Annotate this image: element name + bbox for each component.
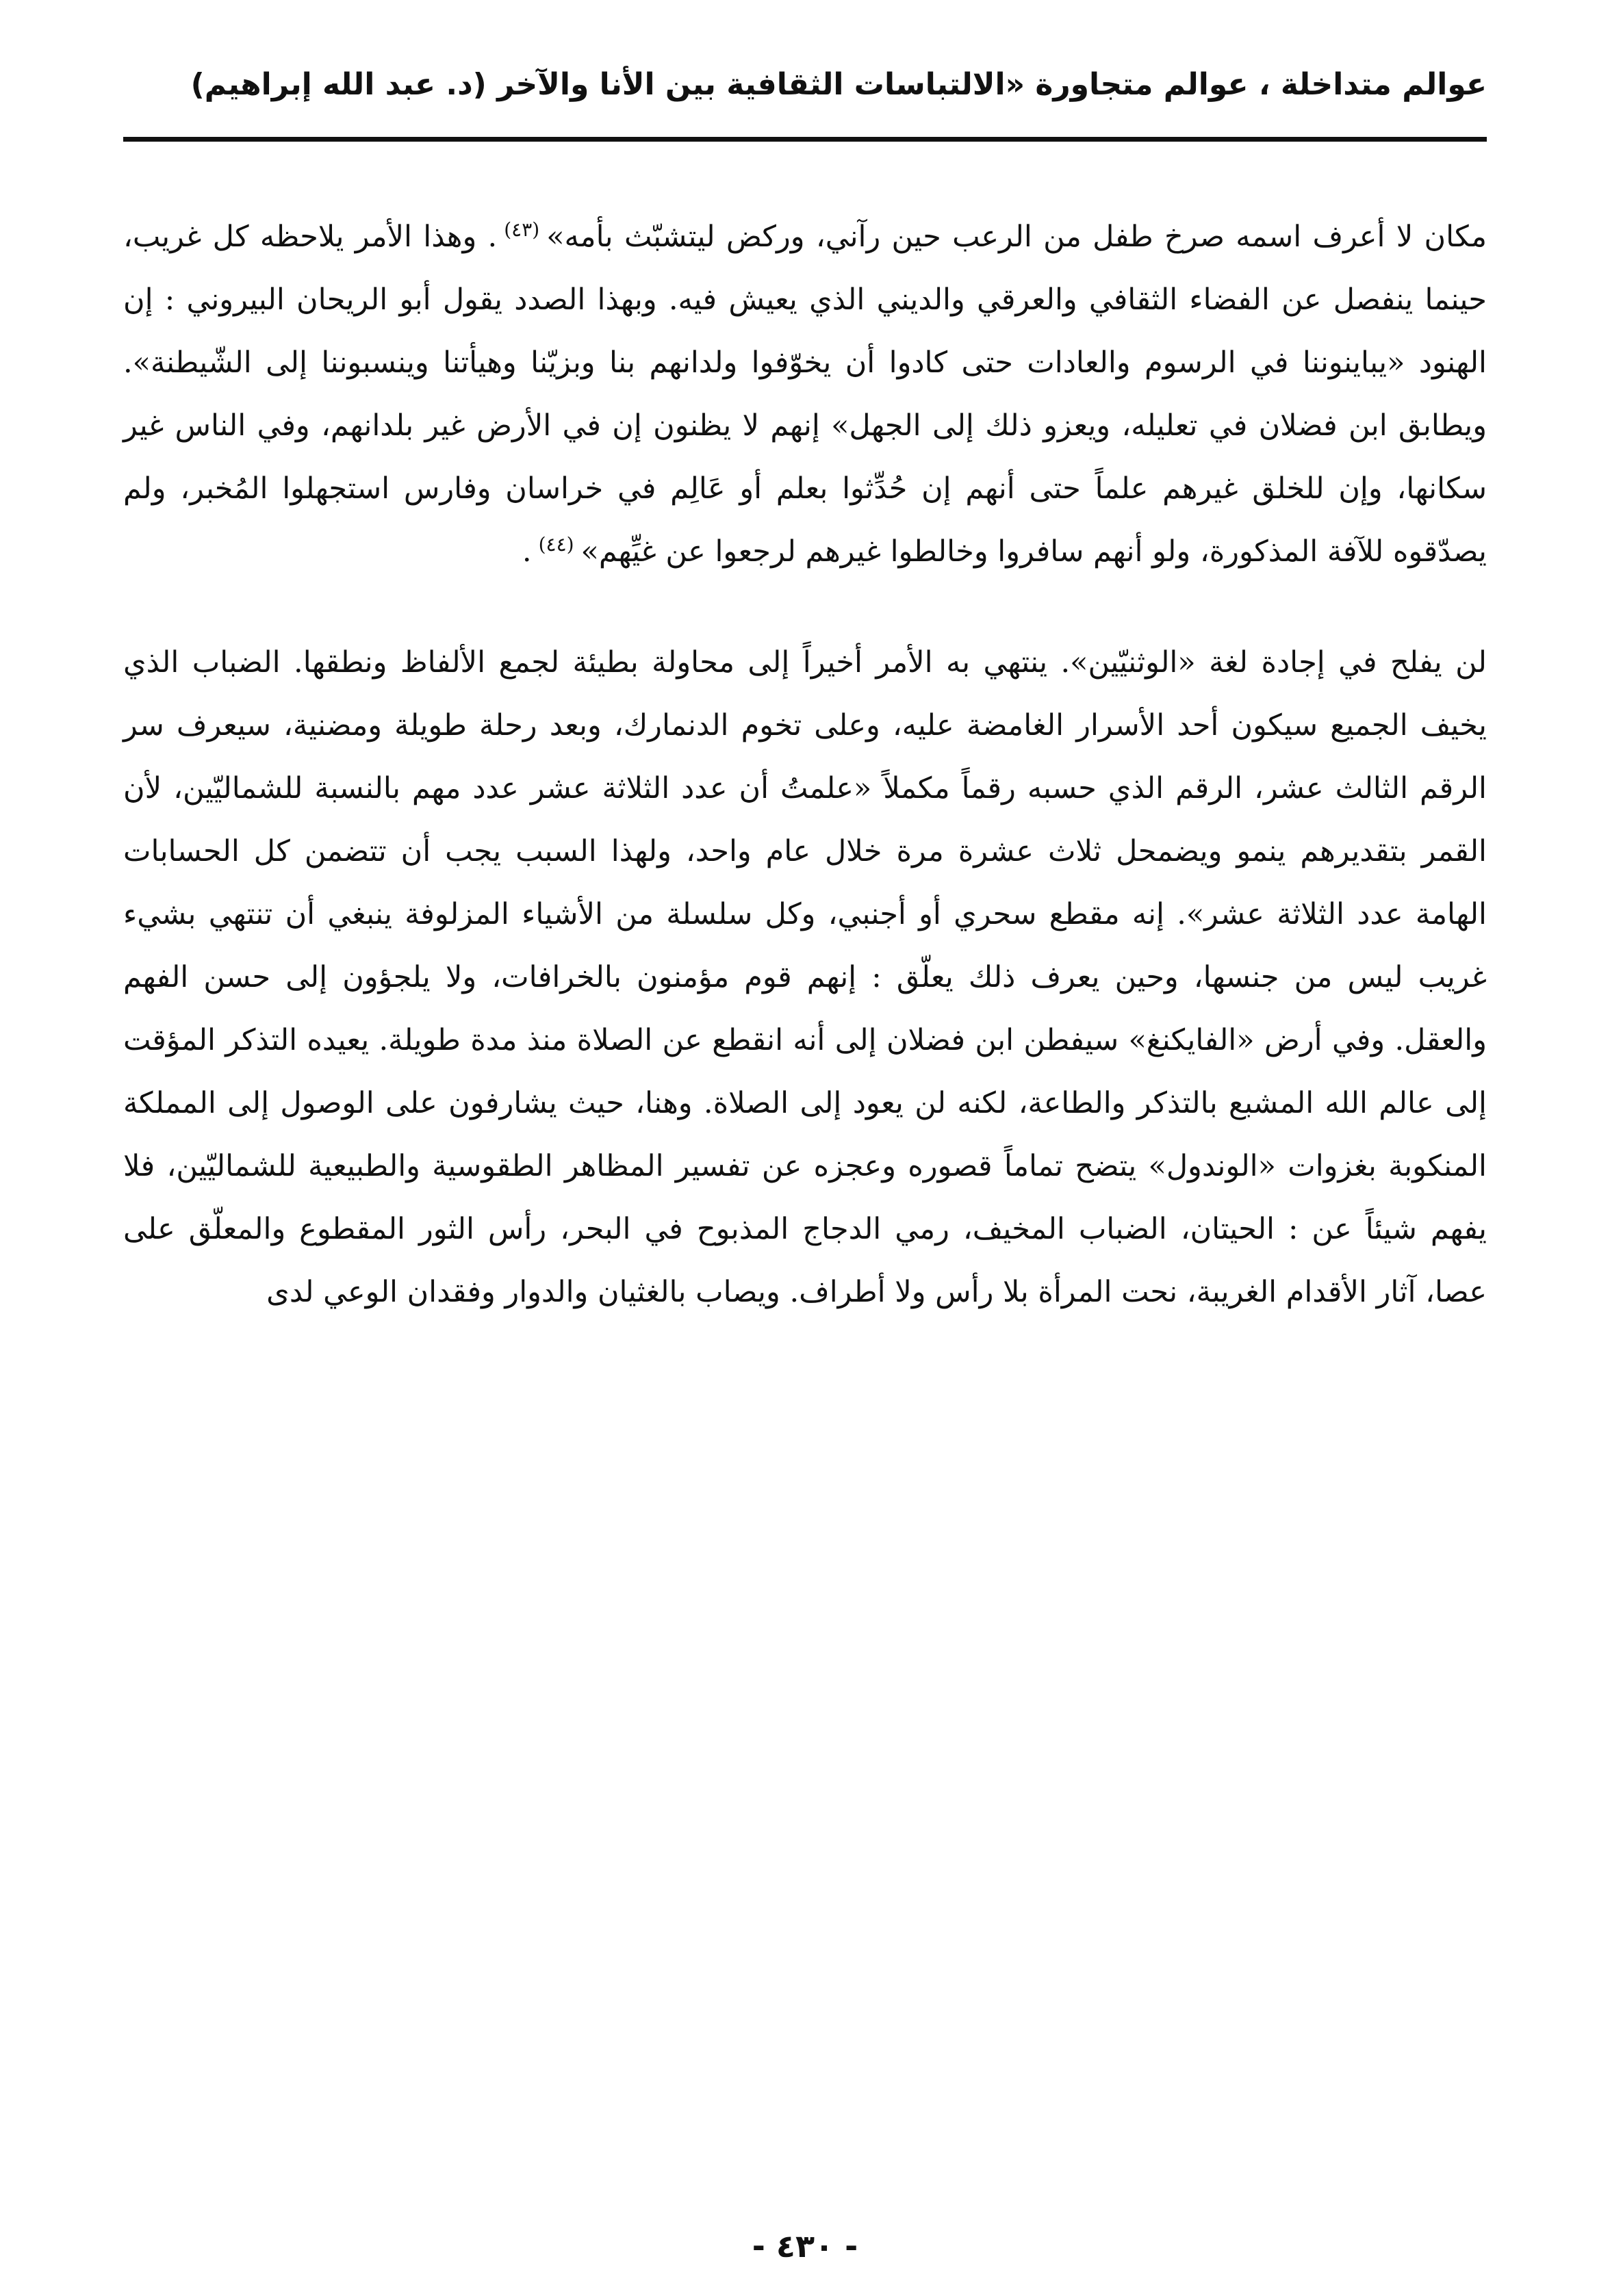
footnote-reference: (٤٤) — [538, 532, 574, 556]
paragraph-text: لن يفلح في إجادة لغة «الوثنيّين». ينتهي به الأمر أخيراً إلى محاولة بطيئة لجمع الألفاظ ونطقها. الضباب الذي يخيف الجميع سيكون أحد الأسرار الغامضة عليه، وعلى تخوم الدنمارك، وبعد رحلة طويلة ومضنية، سيعرف سر الرقم الثالث عشر، الرقم الذي حسبه رقماً مكملاً «علمتُ أن عدد الثلاثة عشر عدد مهم بالنسبة للشماليّين، لأن القمر بتقديرهم ينمو ويضمحل ثلاث عشرة مرة خلال عام واحد، ولهذا السبب يجب أن تتضمن كل الحسابات الهامة عدد الثلاثة عشر». إنه مقطع سحري أو أجنبي، وكل سلسلة من الأشياء المزلوفة ينبغي أن تنتهي بشيء غريب ليس من جنسها، وحين يعرف ذلك يعلّق : إنهم قوم مؤمنون بالخرافات، ولا يلجؤون إلى حسن الفهم والعقل. وفي أرض «الفايكنغ» سيفطن ابن فضلان إلى أنه انقطع عن الصلاة منذ مدة طويلة. يعيده التذكر المؤقت إلى عالم الله المشبع بالتذكر والطاعة، لكنه لن يعود إلى الصلاة. وهنا، حيث يشارفون على الوصول إلى المملكة المنكوبة بغزوات «الوندول» يتضح تماماً قصوره وعجزه عن تفسير المظاهر الطقوسية والطبيعية للشماليّين، فلا يفهم شيئاً عن : الحيتان، الضباب المخيف، رمي الدجاج المذبوح في البحر، رأس الثور المقطوع والمعلّق على عصا، آثار الأقدام الغريبة، نحت المرأة بلا رأس ولا أطراف. ويصاب بالغثيان والدوار وفقدان الوعي لدى — [123, 645, 1487, 1309]
paragraph-text: . وهذا الأمر يلاحظه كل غريب، حينما ينفصل عن الفضاء الثقافي والعرقي والديني الذي يعيش فيه. وبهذا الصدد يقول أبو الريحان البيروني : إن الهنود «يباينوننا في الرسوم والعادات حتى كادوا أن يخوّفوا ولدانهم بنا وبزيّنا وهيأتنا وينسبوننا إلى الشّيطنة». ويطابق ابن فضلان في تعليله، ويعزو ذلك إلى الجهل» إنهم لا يظنون إن في الأرض غير بلدانهم، وفي الناس غير سكانها، وإن للخلق غيرهم علماً حتى أنهم إن حُدِّثوا بعلم أو عَالِم في خراسان وفارس استجهلوا المُخبر، ولم يصدّقوه للآفة المذكورة، ولو أنهم سافروا وخالطوا غيرهم لرجعوا عن غيِّهم» — [123, 220, 1487, 569]
paragraph-2 — [123, 631, 1487, 1324]
paragraph-text: . — [522, 534, 532, 569]
paragraph-1 — [123, 205, 1487, 583]
paragraph-text: مكان لا أعرف اسمه صرخ طفل من الرعب حين رآني، وركض ليتشبّث بأمه» — [546, 220, 1487, 254]
header-rule — [123, 137, 1487, 142]
page-number: - ٤٣٠ - — [752, 2228, 858, 2265]
running-header: عوالم متداخلة ، عوالم متجاورة «الالتباسات الثقافية بين الأنا والآخر (د. عبد الله إبراهيم) — [190, 66, 1487, 102]
footnote-reference: (٤٣) — [504, 218, 540, 241]
body-text — [123, 205, 1487, 1324]
